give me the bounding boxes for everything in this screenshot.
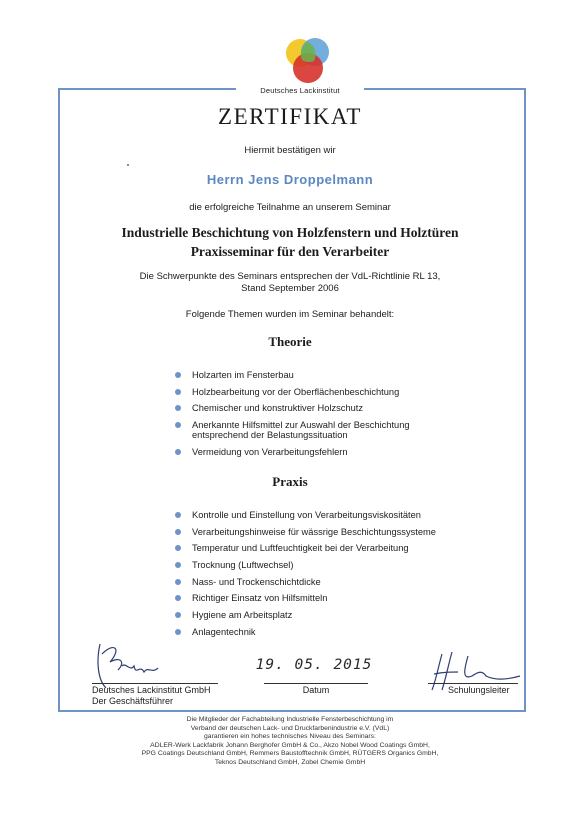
focus-line2: Stand September 2006 <box>241 283 339 294</box>
practice-heading: Praxis <box>272 474 308 489</box>
seminar-title <box>60 223 520 261</box>
theory-item: Holzarten im Fensterbau <box>175 370 505 381</box>
bullet-icon <box>175 545 181 551</box>
date-label: Datum <box>302 685 330 695</box>
bullet-icon <box>175 629 181 635</box>
footer-line: garantieren ein hohes technisches Niveau des Seminars: <box>204 733 376 741</box>
theory-heading: Theorie <box>268 334 312 349</box>
lackinstitut-logo-icon <box>282 36 334 88</box>
director-signature-line <box>92 683 218 684</box>
footer-line: Die Mitglieder der Fachabteilung Industrielle Fensterbeschichtung im <box>186 716 394 723</box>
bullet-icon <box>175 595 181 601</box>
bullet-icon <box>175 449 181 455</box>
practice-item: Kontrolle und Einstellung von Verarbeitungsviskositäten <box>175 510 505 521</box>
recipient-name: Herrn Jens Droppelmann <box>206 172 374 187</box>
footer-line: ADLER-Werk Lackfabrik Johann Berghofer GmbH & Co., Akzo Nobel Wood Coatings GmbH, <box>150 741 430 749</box>
practice-item: Anlagentechnik <box>175 627 505 638</box>
trainer-role: Schulungsleiter <box>448 685 510 695</box>
theory-item: Anerkannte Hilfsmittel zur Auswahl der Beschichtung entsprechend der Belastungssituation <box>175 420 505 441</box>
footer-line: Verband der deutschen Lack- und Druckfarbenindustrie e.V. (VdL) <box>190 724 390 732</box>
bullet-icon <box>175 579 181 585</box>
bullet-icon <box>175 422 181 428</box>
bullet-icon <box>175 389 181 395</box>
date-signature-line <box>264 683 368 684</box>
bullet-icon <box>175 512 181 518</box>
seminar-title-line1: Industrielle Beschichtung von Holzfenstern und Holztüren <box>121 225 459 240</box>
bullet-icon <box>175 372 181 378</box>
director-caption <box>92 685 211 707</box>
theory-item: Vermeidung von Verarbeitungsfehlern <box>175 447 505 458</box>
practice-item: Nass- und Trockenschichtdicke <box>175 577 505 588</box>
date-value: 19. 05. 2015 <box>255 657 373 673</box>
practice-item: Temperatur und Luftfeuchtigkeit bei der Verarbeitung <box>175 543 505 554</box>
theory-list <box>175 370 505 457</box>
director-org: Deutsches Lackinstitut GmbH <box>92 685 211 695</box>
bullet-icon <box>175 405 181 411</box>
director-role: Der Geschäftsführer <box>92 696 174 706</box>
practice-list <box>175 510 505 637</box>
topics-intro: Folgende Themen wurden im Seminar behandelt: <box>185 309 395 320</box>
paper-speck <box>127 164 129 166</box>
practice-item: Richtiger Einsatz von Hilfsmitteln <box>175 593 505 604</box>
seminar-title-line2: Praxisseminar für den Verarbeiter <box>190 244 390 259</box>
bullet-icon <box>175 612 181 618</box>
theory-item: Chemischer und konstruktiver Holzschutz <box>175 403 505 414</box>
trainer-signature-line <box>428 683 518 684</box>
intro-text: Hiermit bestätigen wir <box>244 145 336 156</box>
focus-text <box>60 271 520 295</box>
certificate-title: ZERTIFIKAT <box>218 104 362 129</box>
practice-item: Verarbeitungshinweise für wässrige Beschichtungssysteme <box>175 527 505 538</box>
footer-members <box>60 716 520 768</box>
footer-line: Teknos Deutschland GmbH, Zobel Chemie GmbH <box>214 758 366 766</box>
focus-line1: Die Schwerpunkte des Seminars entsprechen der VdL-Richtlinie RL 13, <box>139 271 441 282</box>
footer-line: PPG Coatings Deutschland GmbH, Remmers Baustofftechnik GmbH, RÜTGERS Organics GmbH, <box>141 750 439 758</box>
theory-item: Holzbearbeitung vor der Oberflächenbeschichtung <box>175 387 505 398</box>
participation-text: die erfolgreiche Teilnahme an unserem Seminar <box>189 202 391 213</box>
practice-item: Trocknung (Luftwechsel) <box>175 560 505 571</box>
practice-item: Hygiene am Arbeitsplatz <box>175 610 505 621</box>
bullet-icon <box>175 562 181 568</box>
brand-name: Deutsches Lackinstitut <box>236 84 364 98</box>
bullet-icon <box>175 529 181 535</box>
